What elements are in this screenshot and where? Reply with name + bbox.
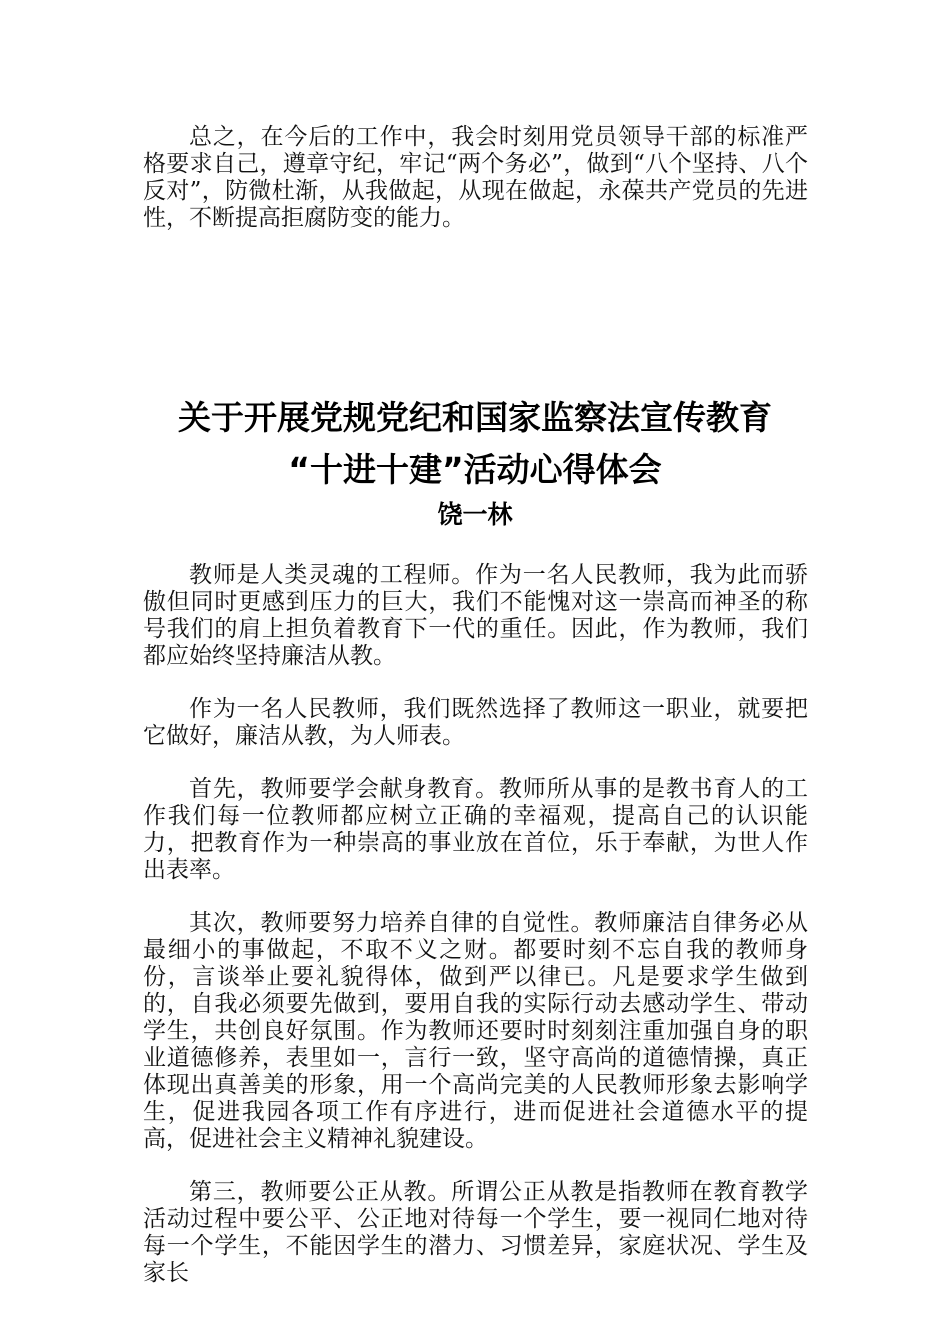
- intro-paragraph: 总之，在今后的工作中，我会时刻用党员领导干部的标准严格要求自己，遵章守纪，牢记“两个务必”，做到“八个坚持、八个反对”，防微杜渐，从我做起，从现在做起，永葆共产党员的先进性，不断提高拒腐防变的能力。: [143, 124, 808, 231]
- body-paragraph-4: 其次，教师要努力培养自律的自觉性。教师廉洁自律务必从最细小的事做起，不取不义之财。都要时刻不忘自我的教师身份，言谈举止要礼貌得体，做到严以律已。凡是要求学生做到的，自我必须要先做到，要用自我的实际行动去感动学生、带动学生，共创良好氛围。作为教师还要时时刻刻注重加强自身的职业道德修养，表里如一，言行一致，坚守高尚的道德情操，真正体现出真善美的形象，用一个高尚完美的人民教师形象去影响学生，促进我园各项工作有序进行，进而促进社会道德水平的提高，促进社会主义精神礼貌建设。: [143, 910, 808, 1152]
- article-body: [143, 562, 808, 1287]
- intro-section: [143, 124, 808, 232]
- article-title: [0, 392, 950, 496]
- article-title-line-1: 关于开展党规党纪和国家监察法宣传教育: [178, 398, 772, 437]
- body-paragraph-1: 教师是人类灵魂的工程师。作为一名人民教师，我为此而骄傲但同时更感到压力的巨大，我们不能愧对这一崇高而神圣的称号我们的肩上担负着教育下一代的重任。因此，作为教师，我们都应始终坚持廉洁从教。: [143, 562, 808, 669]
- body-paragraph-5: 第三，教师要公正从教。所谓公正从教是指教师在教育教学活动过程中要公平、公正地对待每一个学生，要一视同仁地对待每一个学生，不能因学生的潜力、习惯差异，家庭状况、学生及家长: [143, 1179, 808, 1286]
- article-title-line-2: “十进十建”活动心得体会: [288, 450, 662, 489]
- author-name: 饶一林: [437, 500, 513, 529]
- body-paragraph-3: 首先，教师要学会献身教育。教师所从事的是教书育人的工作我们每一位教师都应树立正确的幸福观，提高自己的认识能力，把教育作为一种崇高的事业放在首位，乐于奉献，为世人作出表率。: [143, 776, 808, 883]
- body-paragraph-2: 作为一名人民教师，我们既然选择了教师这一职业，就要把它做好，廉洁从教，为人师表。: [143, 696, 808, 749]
